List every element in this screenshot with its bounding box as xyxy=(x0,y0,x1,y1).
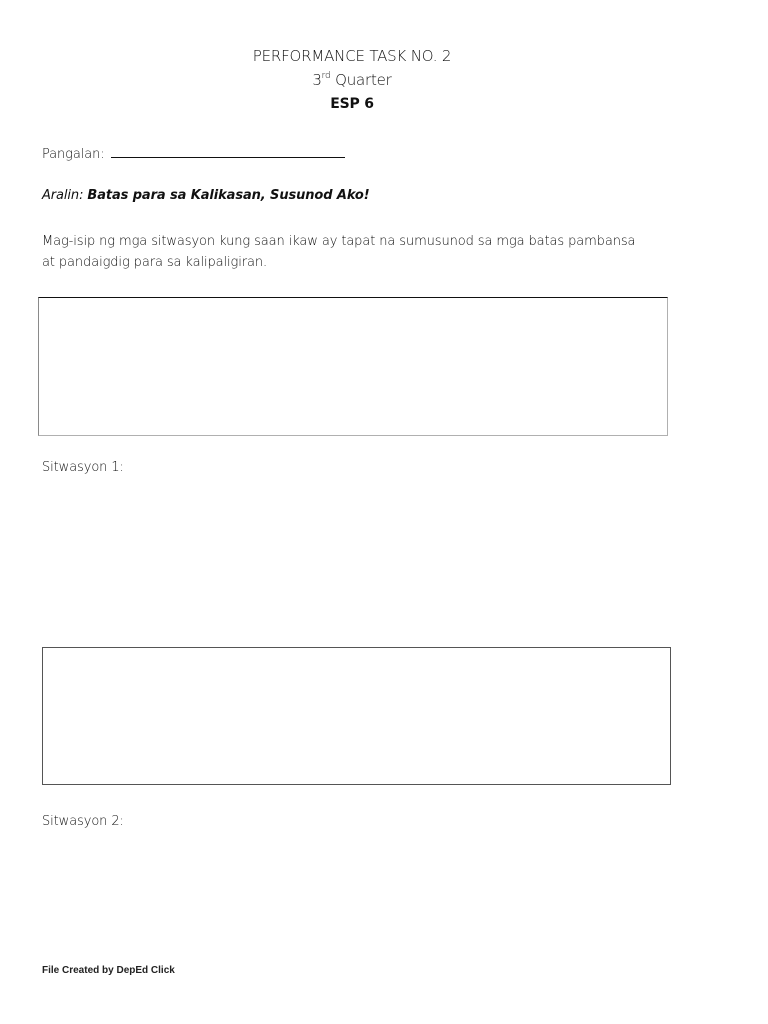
situation-2-label: Sitwasyon 2: xyxy=(42,814,124,829)
lesson-row xyxy=(42,188,370,203)
quarter-ordinal: rd xyxy=(321,71,331,81)
answer-box-2[interactable] xyxy=(42,647,671,785)
instruction-text: Mag-isip ng mga sitwasyon kung saan ikaw ay tapat na sumusunod sa mga batas pambansa at pandaigdig para sa kalipaligiran. xyxy=(42,234,636,270)
subject-heading: ESP 6 xyxy=(330,96,374,112)
quarter-heading xyxy=(0,71,704,89)
name-row xyxy=(42,145,345,162)
situation-1-label: Sitwasyon 1: xyxy=(42,460,124,475)
document-title: PERFORMANCE TASK NO. 2 xyxy=(252,47,452,65)
footer-credit: File Created by DepEd Click xyxy=(42,965,175,976)
quarter-number: 3 xyxy=(312,71,322,89)
answer-box-1[interactable] xyxy=(38,297,668,436)
name-blank-line[interactable] xyxy=(111,145,345,158)
lesson-title: Batas para sa Kalikasan, Susunod Ako! xyxy=(87,188,370,203)
lesson-label: Aralin: xyxy=(42,188,88,203)
quarter-word: Quarter xyxy=(330,71,392,89)
name-label: Pangalan: xyxy=(42,147,109,162)
